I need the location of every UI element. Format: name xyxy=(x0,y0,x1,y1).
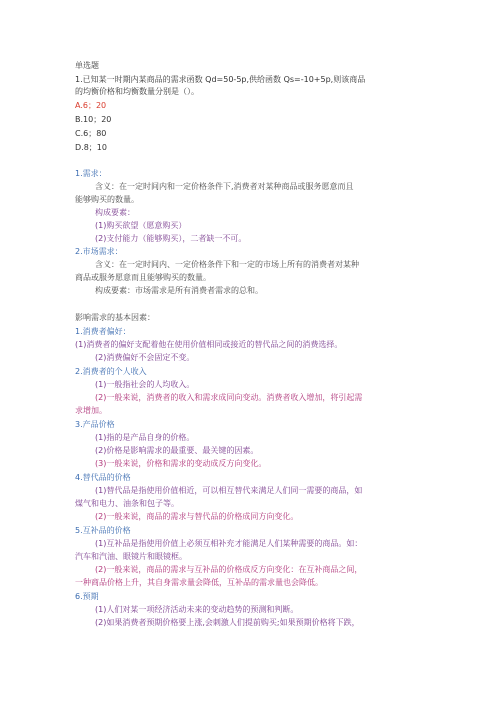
section-title: 单选题 xyxy=(75,61,99,70)
factor-2-point-b-2: 求增加。 xyxy=(75,406,107,415)
factor-5-point-a-1: (1)互补品是指使用价值上必须互相补充才能满足人们某种需要的商品。如： xyxy=(95,539,363,548)
demand-definition-1: 含义：在一定时间内和一定价格条件下,消费者对某种商品或服务愿意而且 xyxy=(95,182,354,191)
option-d: D.8；10 xyxy=(75,143,107,152)
factor-4-point-a-1: (1)替代品是指使用价值相近，可以相互替代来满足人们同一需要的商品，如 xyxy=(95,486,363,495)
option-c: C.6；80 xyxy=(75,129,107,138)
demand-elements-title: 构成要素： xyxy=(95,208,135,217)
market-demand-title: 2.市场需求： xyxy=(75,247,123,256)
factor-6-title: 6.预期 xyxy=(75,592,99,601)
factor-4-title: 4.替代品的价格 xyxy=(75,473,131,482)
factor-2-point-b-1: (2)一般来说，消费者的收入和需求成同向变动。消费者收入增加，将引起需 xyxy=(95,393,363,402)
factor-1-title: 1.消费者偏好： xyxy=(75,327,131,336)
market-demand-definition-2: 商品或服务愿意而且能够购买的数量。 xyxy=(75,273,211,282)
factor-1-point-b: (2)消费偏好不会固定不变。 xyxy=(95,353,195,362)
factor-3-point-c: (3)一般来说，价格和需求的变动成反方向变化。 xyxy=(95,459,267,468)
factor-2-point-a: (1)一般指社会的人均收入。 xyxy=(95,380,195,389)
factor-5-point-a-2: 汽车和汽油、眼镜片和眼镜框。 xyxy=(75,552,187,561)
demand-definition-2: 能够购买的数量。 xyxy=(75,195,139,204)
factor-3-title: 3.产品价格 xyxy=(75,420,115,429)
factor-4-point-a-2: 煤气和电力、油条和包子等。 xyxy=(75,499,179,508)
factor-6-point-a: (1)人们对某一项经济活动未来的变动趋势的预测和判断。 xyxy=(95,605,299,614)
factor-2-title: 2.消费者的个人收入 xyxy=(75,367,147,376)
option-a: A.6；20 xyxy=(75,101,107,110)
factor-3-point-a: (1)指的是产品自身的价格。 xyxy=(95,433,195,442)
factors-title: 影响需求的基本因素： xyxy=(75,313,155,322)
question-line-1: 1.已知某一时期内某商品的需求函数 Qd=50-5p,供给函数 Qs=-10+5p,则该商品 xyxy=(75,75,366,84)
factor-4-point-b: (2)一般来说，商品的需求与替代品的价格成同方向变化。 xyxy=(95,512,299,521)
factor-6-point-b: (2)如果消费者预期价格要上涨,会刺激人们提前购买;如果预期价格将下跌， xyxy=(95,618,360,627)
factor-5-point-b-1: (2)一般来说，商品的需求与互补品的价格成反方向变化：在互补商品之间， xyxy=(95,565,363,574)
option-b: B.10；20 xyxy=(75,115,112,124)
factor-1-point-a: (1)消费者的偏好支配着他在使用价值相同或接近的替代品之间的消费选择。 xyxy=(75,340,343,349)
market-demand-elements: 构成要素：市场需求是所有消费者需求的总和。 xyxy=(95,286,263,295)
question-line-2: 的均衡价格和均衡数量分别是（）。 xyxy=(75,87,199,96)
demand-title: 1.需求： xyxy=(75,169,107,178)
demand-element-2: (2)支付能力（能够购买），二者缺一不可。 xyxy=(95,234,247,243)
factor-5-title: 5.互补品的价格 xyxy=(75,526,131,535)
factor-5-point-b-2: 一种商品价格上升，其自身需求量会降低，互补品的需求量也会降低。 xyxy=(75,578,323,587)
market-demand-definition-1: 含义：在一定时间内、一定价格条件下和一定的市场上所有的消费者对某种 xyxy=(95,260,359,269)
demand-element-1: (1)购买欲望（愿意购买） xyxy=(95,221,187,230)
factor-3-point-b: (2)价格是影响需求的最重要、最关键的因素。 xyxy=(95,446,259,455)
